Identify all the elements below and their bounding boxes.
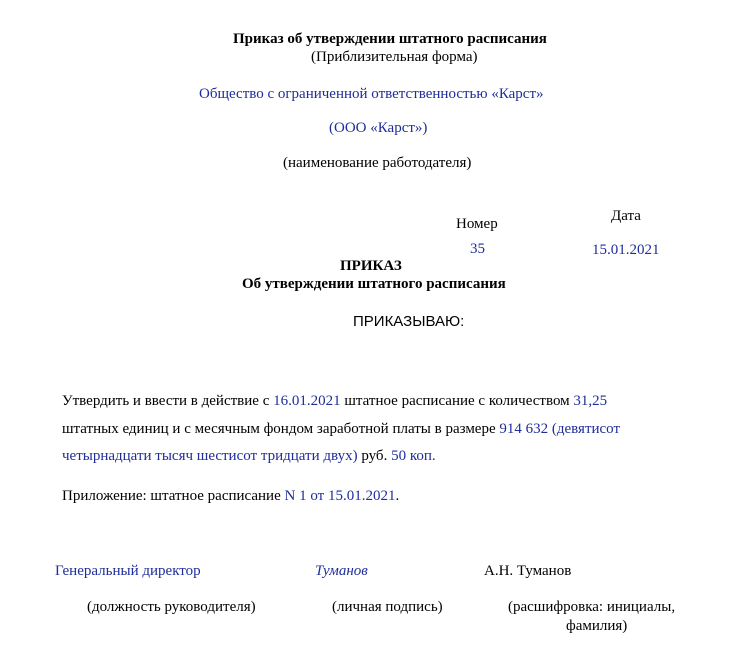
signature-caption: (личная подпись) — [332, 599, 443, 615]
attachment-suffix: . — [395, 488, 400, 504]
signatory-position: Генеральный директор — [55, 563, 201, 579]
order-heading: ПРИКАЗ — [340, 258, 402, 274]
name-caption-line-1: (расшифровка: инициалы, — [508, 599, 676, 615]
salary-amount-words: четырнадцати тысяч шестисот тридцати двух) — [62, 448, 358, 464]
staff-units: 31,25 — [573, 393, 608, 409]
body-line-2 — [62, 421, 620, 438]
body-line-1 — [62, 393, 607, 410]
attachment-number: N 1 — [284, 488, 307, 504]
body-line-3 — [62, 448, 436, 465]
attachment-date: от 15.01.2021 — [306, 488, 396, 504]
attachment-prefix: Приложение: штатное расписание — [62, 488, 285, 504]
salary-kopecks: 50 коп. — [391, 448, 436, 464]
number-label: Номер — [456, 216, 498, 232]
signatory-signature: Туманов — [315, 563, 368, 579]
position-caption: (должность руководителя) — [87, 599, 256, 615]
body-text: штатных единиц и с месячным фондом заработной платы в размере — [62, 421, 500, 437]
employer-full-name: Общество с ограниченной ответственностью «Карст» — [199, 86, 544, 102]
document-subtitle: (Приблизительная форма) — [311, 49, 478, 65]
salary-amount-digits: 914 632 (девятисот — [499, 421, 621, 437]
order-directive: ПРИКАЗЫВАЮ: — [353, 313, 465, 330]
name-caption-line-2: фамилия) — [566, 618, 628, 634]
body-text: Утвердить и ввести в действие с — [62, 393, 274, 409]
employer-short-name: (ООО «Карст») — [329, 120, 428, 136]
employer-caption: (наименование работодателя) — [283, 155, 472, 171]
attachment-line — [62, 488, 399, 505]
signatory-name: А.Н. Туманов — [484, 563, 572, 579]
date-label: Дата — [611, 208, 641, 224]
number-value: 35 — [470, 241, 485, 257]
body-text: руб. — [357, 448, 392, 464]
order-subheading: Об утверждении штатного расписания — [242, 276, 506, 292]
body-text: штатное расписание с количеством — [340, 393, 574, 409]
date-value: 15.01.2021 — [592, 242, 660, 258]
document-title: Приказ об утверждении штатного расписания — [233, 31, 547, 47]
effective-date: 16.01.2021 — [273, 393, 341, 409]
